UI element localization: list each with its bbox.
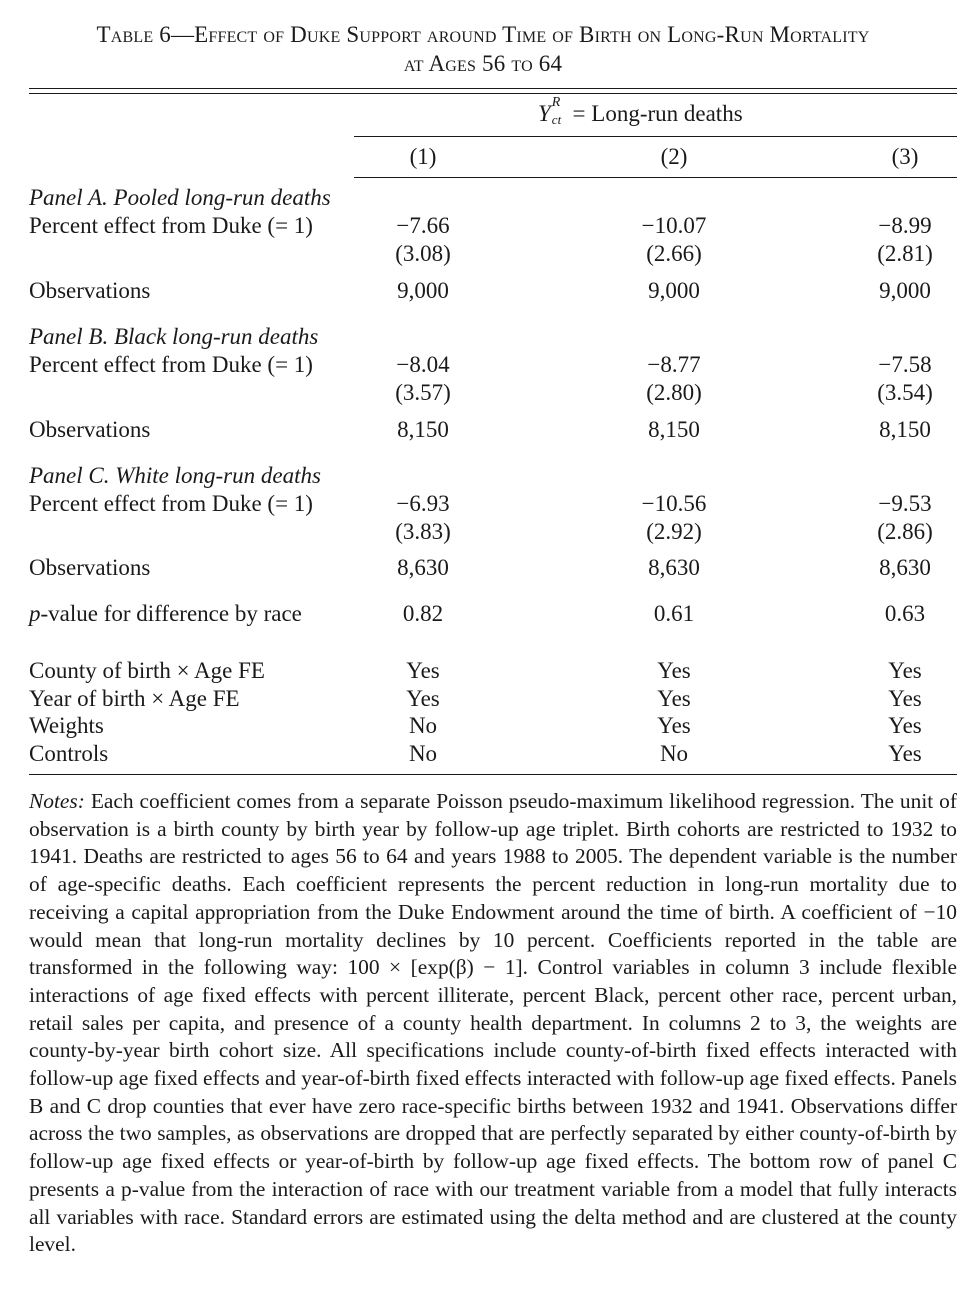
panel-a-title: Panel A. Pooled long-run deaths (29, 185, 331, 210)
spec-row-label: Weights (29, 713, 104, 738)
panel-b-se-2: (2.80) (646, 380, 702, 405)
panel-a-se-3: (2.81) (877, 241, 933, 266)
dependent-variable-header (538, 95, 743, 127)
spec-row-value: Yes (657, 686, 691, 711)
panel-b-obs-2: 8,150 (648, 417, 700, 442)
spec-row-value: Yes (406, 658, 440, 683)
panel-c-obs-2: 8,630 (648, 555, 700, 580)
dep-var-equation: = Long-run deaths (572, 101, 743, 126)
panel-a-obs-label: Observations (29, 278, 151, 303)
panel-b-se-1: (3.57) (395, 380, 451, 405)
notes-text: Each coefficient comes from a separate Poisson pseudo-maximum likelihood regression. The unit of observation is a birth county by birth year by follow-up age triplet. Birth cohorts are restricted to 1932 to 1941. Deaths are restricted to ages 56 to 64 and years 1988 to 2005. The dependent variable is the number of age-specific deaths. Each coefficient represents the percent reduction in long-run mortality due to receiving a capital appropriation from the Duke Endowment around the time of birth. A coefficient of −10 would mean that long-run mortality declines by 10 percent. Coefficients reported in the table are transformed in the following way: 100 × [exp(β) − 1]. Control variables in column 3 include flexible interactions of age fixed effects with percent illiterate, percent Black, percent other race, percent urban, retail sales per capita, and presence of a county health department. In columns 2 to 3, the weights are county-by-year birth cohort size. All specifications include county-of-birth fixed effects interacted with follow-up age fixed effects and year-of-birth fixed effects interacted with follow-up age fixed effects. Panels B and C drop counties that ever have zero race-specific births between 1932 and 1941. Observations differ across the two samples, as observations are dropped that are perfectly separated by either county-of-birth by follow-up age fixed effects or year-of-birth by follow-up age fixed effects. The bottom row of panel C presents a p-value from the interaction of race with our treatment variable from a model that fully interacts all variables with race. Standard errors are estimated using the delta method and are clustered at the county level. (29, 789, 957, 1257)
spec-row-value: No (659, 741, 689, 766)
top-rule-2 (29, 93, 957, 94)
pvalue-2: 0.61 (653, 601, 695, 626)
spec-row-value: Yes (888, 686, 922, 711)
pvalue-label (29, 600, 302, 628)
panel-b-effect-label: Percent effect from Duke (= 1) (29, 352, 313, 377)
panel-c-se-3: (2.86) (877, 519, 933, 544)
panel-a-obs-3: 9,000 (879, 278, 931, 303)
panel-c-se-2: (2.92) (646, 519, 702, 544)
panel-c-title: Panel C. White long-run deaths (29, 463, 321, 488)
panel-c-se-1: (3.83) (395, 519, 451, 544)
pvalue-3: 0.63 (884, 601, 926, 626)
spec-row-label: Year of birth × Age FE (29, 686, 240, 711)
top-rule-1 (29, 88, 957, 89)
panel-a-coef-2: −10.07 (641, 213, 707, 238)
spec-row-value: Yes (888, 713, 922, 738)
table-notes (29, 788, 957, 1259)
panel-c-coef-2: −10.56 (641, 491, 707, 516)
column-header-3: (3) (891, 144, 919, 169)
spec-row-value: Yes (888, 741, 922, 766)
spec-row-value: Yes (406, 686, 440, 711)
dep-var-subscript: ct (551, 112, 562, 127)
panel-a-effect-label: Percent effect from Duke (= 1) (29, 213, 313, 238)
pvalue-label-p: p (29, 601, 41, 626)
spec-row-value: Yes (657, 713, 691, 738)
dep-var-symbol: Y (538, 101, 551, 126)
spec-row-value: Yes (657, 658, 691, 683)
bottom-rule (29, 774, 957, 775)
panel-b-se-3: (3.54) (877, 380, 933, 405)
notes-lead: Notes: (29, 789, 85, 813)
panel-a-coef-3: −8.99 (878, 213, 932, 238)
panel-b-coef-3: −7.58 (878, 352, 932, 377)
column-header-2: (2) (660, 144, 688, 169)
panel-b-title: Panel B. Black long-run deaths (29, 324, 319, 349)
panel-b-obs-1: 8,150 (397, 417, 449, 442)
table-title-line-2: at Ages 56 to 64 (403, 51, 563, 76)
panel-a-se-1: (3.08) (395, 241, 451, 266)
spec-row-value: No (408, 741, 438, 766)
panel-a-se-2: (2.66) (646, 241, 702, 266)
panel-c-obs-label: Observations (29, 555, 151, 580)
panel-a-obs-1: 9,000 (397, 278, 449, 303)
table-title-line-1: Table 6—Effect of Duke Support around Time of Birth on Long-Run Mortality (96, 22, 870, 47)
spanner-rule (354, 136, 957, 137)
panel-c-effect-label: Percent effect from Duke (= 1) (29, 491, 313, 516)
panel-c-obs-1: 8,630 (397, 555, 449, 580)
panel-c-obs-3: 8,630 (879, 555, 931, 580)
panel-a-coef-1: −7.66 (396, 213, 450, 238)
spec-row-label: County of birth × Age FE (29, 658, 265, 683)
header-rule (354, 177, 957, 178)
spec-row-label: Controls (29, 741, 109, 766)
pvalue-1: 0.82 (402, 601, 444, 626)
panel-c-coef-3: −9.53 (878, 491, 932, 516)
panel-b-obs-3: 8,150 (879, 417, 931, 442)
panel-b-coef-1: −8.04 (396, 352, 450, 377)
column-header-1: (1) (409, 144, 437, 169)
pvalue-label-rest: -value for difference by race (40, 601, 302, 626)
panel-b-obs-label: Observations (29, 417, 151, 442)
panel-c-coef-1: −6.93 (396, 491, 450, 516)
spec-row-value: Yes (888, 658, 922, 683)
table-title (0, 20, 966, 78)
panel-a-obs-2: 9,000 (648, 278, 700, 303)
spec-row-value: No (408, 713, 438, 738)
panel-b-coef-2: −8.77 (647, 352, 701, 377)
dep-var-superscript: R (551, 95, 561, 110)
